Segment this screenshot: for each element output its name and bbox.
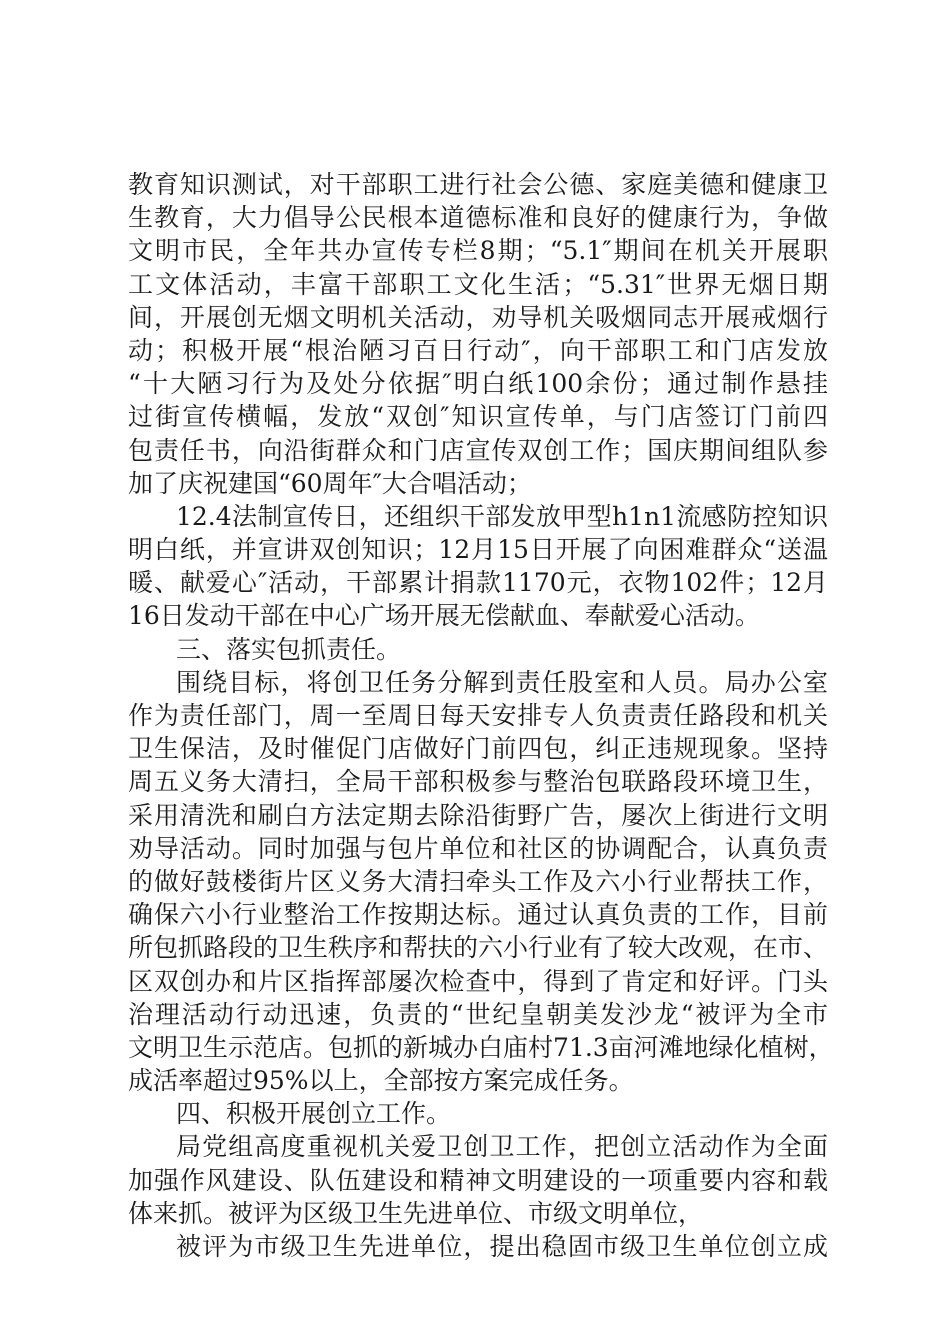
text-line: 确保六小行业整治工作按期达标。通过认真负责的工作，目前	[128, 900, 828, 930]
text-line: 的做好鼓楼街片区义务大清扫牵头工作及六小行业帮扶工作，	[128, 866, 828, 896]
text-line: 治理活动行动迅速，负责的“世纪皇朝美发沙龙“被评为全市	[128, 999, 828, 1029]
text-line: 过街宣传横幅，发放“双创″知识宣传单，与门店签订门前四	[128, 402, 828, 432]
text-line: 16日发动干部在中心广场开展无偿献血、奉献爱心活动。	[128, 601, 760, 631]
text-line: 被评为市级卫生先进单位，提出稳固市级卫生单位创立成	[176, 1232, 828, 1261]
text-line: 文明市民，全年共办宣传专栏8期；“5.1″期间在机关开展职	[128, 236, 828, 266]
text-line: 围绕目标，将创卫任务分解到责任股室和人员。局办公室	[176, 667, 828, 697]
text-line: “十大陋习行为及处分依据″明白纸100余份；通过制作悬挂	[128, 369, 828, 399]
text-line: 四、积极开展创立工作。	[176, 1099, 452, 1129]
text-line: 作为责任部门，周一至周日每天安排专人负责责任路段和机关	[128, 701, 828, 730]
text-line: 周五义务大清扫，全局干部积极参与整治包联路段环境卫生，	[128, 767, 828, 797]
text-line: 体来抓。被评为区级卫生先进单位、市级文明单位，	[128, 1198, 704, 1228]
text-line: 文明卫生示范店。包抓的新城办白庙村71.3亩河滩地绿化植树，	[128, 1032, 834, 1062]
text-line: 局党组高度重视机关爱卫创卫工作，把创立活动作为全面	[176, 1132, 828, 1162]
text-line: 三、落实包抓责任。	[176, 634, 402, 664]
text-line: 加强作风建设、队伍建设和精神文明建设的一项重要内容和载	[128, 1165, 828, 1195]
text-line: 所包抓路段的卫生秩序和帮扶的六小行业有了较大改观，在市、	[128, 933, 829, 963]
text-line: 区双创办和片区指挥部屡次检查中，得到了肯定和好评。门头	[128, 966, 828, 996]
text-line: 间，开展创无烟文明机关活动，劝导机关吸烟同志开展戒烟行	[128, 302, 828, 332]
text-line: 教育知识测试，对干部职工进行社会公德、家庭美德和健康卫	[128, 170, 828, 199]
text-line: 生教育，大力倡导公民根本道德标准和良好的健康行为，争做	[128, 203, 828, 233]
text-line: 采用清洗和刷白方法定期去除沿街野广告，屡次上街进行文明	[128, 800, 828, 830]
body-text	[128, 168, 834, 1263]
text-line: 明白纸，并宣讲双创知识；12月15日开展了向困难群众“送温	[128, 535, 828, 565]
text-line: 劝导活动。同时加强与包片单位和社区的协调配合，认真负责	[128, 833, 828, 863]
text-line: 成活率超过95%以上，全部按方案完成任务。	[128, 1066, 634, 1096]
text-line: 加了庆祝建国“60周年″大合唱活动；	[128, 468, 532, 498]
text-line: 包责任书，向沿街群众和门店宣传双创工作；国庆期间组队参	[128, 435, 828, 465]
text-line: 卫生保洁，及时催促门店做好门前四包，纠正违规现象。坚持	[128, 734, 828, 764]
text-line: 动；积极开展“根治陋习百日行动″，向干部职工和门店发放	[128, 335, 828, 365]
text-line: 12.4法制宣传日，还组织干部发放甲型h1n1流感防控知识	[176, 501, 828, 531]
text-line: 暖、献爱心″活动，干部累计捐款1170元，衣物102件；12月	[128, 568, 828, 598]
text-line: 工文体活动，丰富干部职工文化生活；“5.31″世界无烟日期	[128, 269, 828, 299]
